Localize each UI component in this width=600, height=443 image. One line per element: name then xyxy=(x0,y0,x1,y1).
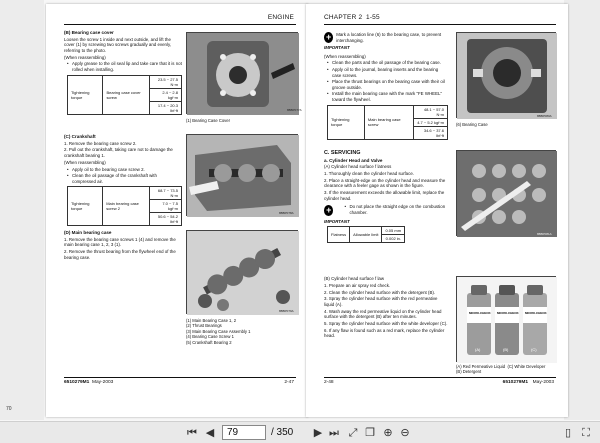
important-text: Mark a location line (6) to the bearing case, to prevent interchanging. xyxy=(336,32,442,43)
fit-page-icon[interactable]: ⤢ xyxy=(348,427,358,439)
table-cell: 48.1 ~ 57.0 N·m xyxy=(413,105,447,118)
photo-main-bearing-case xyxy=(186,230,298,314)
previous-page-icon[interactable]: ◀ xyxy=(205,427,215,439)
can-brand: MICRO-CHECK xyxy=(525,311,547,315)
table-cell: 2.4 ~ 2.8 kgf·m xyxy=(149,88,181,101)
section-title: (B) Bearing case cover xyxy=(64,30,114,35)
footer-code: 6510279M1 xyxy=(502,380,528,385)
torque-table xyxy=(327,105,448,140)
footer-date: May-2003 xyxy=(532,380,554,385)
step: 2. Place a straight-edge on the cylinder head and measure the clearance with a feeler gage as shown in the figure. xyxy=(324,177,446,189)
step: 5. Spray the cylinder head surface with the white developer (C). xyxy=(324,321,448,327)
table-cell: Bearing case cover screw xyxy=(103,75,149,114)
table-cell: Tightening torque xyxy=(328,105,365,139)
list-item: • Apply oil to the journal, bearing inserts and the bearing case screws. xyxy=(327,67,448,78)
first-page-icon[interactable]: ⏮ xyxy=(187,427,197,439)
step: 3. If the measurement exceeds the allowable limit, replace the cylinder head. xyxy=(324,190,445,201)
torque-table xyxy=(67,75,182,115)
page-header: ENGINE xyxy=(267,14,294,21)
table-cell: 17.4 ~ 20.3 lbf·ft xyxy=(149,101,181,114)
next-page-icon[interactable]: ▶ xyxy=(313,427,323,439)
can-label: (C) xyxy=(531,347,537,352)
step: 3. Spray the cylinder head surface with the red permeative liquid (A). xyxy=(324,296,438,307)
subsection-title: (B) Cylinder head surface f law xyxy=(324,276,385,281)
footer-rule xyxy=(64,377,296,378)
single-page-icon[interactable]: ▯ xyxy=(564,427,572,439)
important-note xyxy=(324,32,448,43)
zoom-in-icon[interactable]: ⊕ xyxy=(383,427,393,439)
table-cell: 0.002 in. xyxy=(382,235,405,243)
table-cell: 34.6 ~ 37.6 lbf·ft xyxy=(413,126,447,139)
figure-code: 8BBP080A xyxy=(537,114,552,118)
page-number: 2-48 xyxy=(324,380,334,385)
caption-item: (A) Red Permeative Liquid xyxy=(456,364,506,369)
section-main-bearing xyxy=(64,230,182,261)
header-page: 1-55 xyxy=(366,14,380,21)
page-right xyxy=(306,4,568,417)
figure-caption: (1) Bearing Case Cover xyxy=(186,118,230,123)
last-page-icon[interactable]: ⏭ xyxy=(329,427,339,439)
section-title: (D) Main bearing case xyxy=(64,230,112,235)
can-label: (B) xyxy=(503,347,509,352)
important-plus-icon: + xyxy=(324,205,333,216)
photo-bearing-case-cover xyxy=(186,32,302,114)
caption-item: (4) Bearing Case Screw 1 xyxy=(186,334,234,340)
can-brand: MICRO-CHECK xyxy=(497,311,519,315)
reassembly-label: (When reassembling) xyxy=(64,54,106,60)
table-cell: Tightening torque xyxy=(68,187,103,226)
viewer-margin-right xyxy=(564,0,600,420)
fullscreen-icon[interactable]: ⛶ xyxy=(582,427,590,439)
header-rule xyxy=(64,24,296,25)
table-cell: Main bearing case screw xyxy=(364,105,413,139)
list-item: • Clean the parts and the oil passage of the bearing case. xyxy=(327,60,448,66)
table-cell: 4.7 ~ 5.2 kgf·m xyxy=(413,118,447,126)
reassembly-label: (When reassembling) xyxy=(324,53,366,59)
list-item: • Install the main bearing case with the mark "FE WHEEL" toward the flywheel. xyxy=(327,91,448,102)
zoom-out-icon[interactable]: ⊖ xyxy=(400,427,410,439)
step: 1. Remove the bearing case screw 2. xyxy=(64,140,137,146)
step: 1. Prepare an air spray red check. xyxy=(324,282,391,288)
footer-rule xyxy=(324,377,556,378)
caption-item: (1) Main Bearing Case 1, 2 xyxy=(186,318,237,323)
section-crankshaft xyxy=(64,134,182,230)
table-cell: 0.05 mm xyxy=(382,227,405,235)
figure-caption-list xyxy=(186,318,250,345)
list-item: • Apply grease to the oil seal lip and take care that it is not rolled when installing. xyxy=(67,61,182,72)
spray-cans-illustration xyxy=(457,277,557,363)
cylinder-head-illustration xyxy=(457,151,557,237)
flatness-table xyxy=(327,226,405,243)
viewer-margin-left xyxy=(0,0,44,420)
reassembly-label: (When reassembling) xyxy=(64,159,106,165)
footer-code: 6510279M1 xyxy=(64,380,90,385)
can-label: (A) xyxy=(475,347,481,352)
viewer-toolbar xyxy=(0,421,600,443)
torque-table xyxy=(67,186,182,226)
bearing-case-illustration xyxy=(457,33,557,119)
photo-crankshaft xyxy=(186,134,298,216)
section-surface-flaw xyxy=(324,276,448,340)
list-item: • Place the thrust bearings on the bearing case with their oil groove outside. xyxy=(327,79,448,90)
corner-page-number: 70 xyxy=(6,406,12,412)
table-cell: 23.5 ~ 27.5 N·m xyxy=(149,75,181,88)
subsection-title: (A) Cylinder head surface f latness xyxy=(324,164,392,170)
photo-spray-cans xyxy=(456,276,556,362)
important-label: IMPORTANT xyxy=(324,45,350,50)
page-number: 2-47 xyxy=(284,380,294,385)
important-note xyxy=(324,204,448,216)
footer-date: May-2003 xyxy=(92,380,114,385)
section-heading: C. SERVICING xyxy=(324,150,361,156)
step: 2. Pull out the crankshaft, taking care not to damage the crankshaft bearing 1. xyxy=(64,147,173,158)
table-cell: 68.7 ~ 73.5 N·m xyxy=(150,187,182,200)
important-plus-icon: + xyxy=(325,32,332,42)
caption-item: (5) Crankshaft Bearing 2 xyxy=(186,339,232,345)
important-label: IMPORTANT xyxy=(324,218,350,224)
list-item: • Clean the oil passage of the crankshaft with compressed air. xyxy=(67,173,182,184)
step: 6. If any flaw is found such as a red mark, replace the cylinder head. xyxy=(324,327,445,339)
table-cell: Flatness xyxy=(328,227,350,243)
table-cell: 50.6 ~ 54.2 lbf·ft xyxy=(150,213,182,226)
chapter-header: CHAPTER 2 xyxy=(324,14,363,21)
section-bearing-cover xyxy=(64,30,182,119)
caption-item: (B) Detergent xyxy=(456,369,482,375)
bearing-parts-illustration xyxy=(187,231,299,315)
figure-caption-list xyxy=(456,364,566,375)
page-left xyxy=(46,4,308,417)
step: 1. Thoroughly clean the cylinder head surface. xyxy=(324,170,414,176)
caption-item: (3) Main Bearing Case Assembly 1 xyxy=(186,328,251,334)
important-text: • Do not place the straight edge on the combustion chamber. xyxy=(344,204,448,215)
subsection-heading: a. Cylinder Head and Valve xyxy=(324,157,383,163)
photo-cylinder-head xyxy=(456,150,556,236)
table-cell: Main bearing case screw 2 xyxy=(103,187,150,226)
paragraph: Loosen the screw 1 inside and next outside, and lift the cover (1) by screwing two screws gradually and evenly, referring to the photo. xyxy=(64,36,172,53)
figure-code: 8BBP079A xyxy=(279,309,294,313)
section-bearing-reassembly xyxy=(324,30,448,144)
page-number-input[interactable]: 79 xyxy=(222,425,266,440)
copy-icon[interactable]: ❐ xyxy=(365,427,375,439)
crankshaft-illustration xyxy=(187,135,299,217)
page-total: / 350 xyxy=(271,427,294,438)
engine-cover-illustration xyxy=(187,33,302,115)
figure-code: 8BBP077A xyxy=(287,108,302,112)
figure-code: 8BBP078A xyxy=(279,211,294,215)
table-cell: Allowable limit xyxy=(350,227,382,243)
photo-bearing-case xyxy=(456,32,556,118)
list-item: • Apply oil to the bearing case screw 2. xyxy=(67,167,182,173)
caption-item: (C) White Developer xyxy=(507,364,546,369)
step: 2. Remove the thrust bearing from the flywheel end of the bearing case. xyxy=(64,248,176,260)
header-rule xyxy=(324,24,556,25)
table-cell: Tightening torque xyxy=(68,75,103,114)
section-servicing xyxy=(324,150,448,247)
can-brand: MICRO-CHECK xyxy=(469,311,491,315)
section-title: (C) Crankshaft xyxy=(64,134,96,139)
figure-code: 8BBP081A xyxy=(537,232,552,236)
step: 1. Remove the bearing case screws 1 (4) and remove the main bearing case 1, 2, 3 (1). xyxy=(64,236,176,248)
table-cell: 7.0 ~ 7.5 kgf·m xyxy=(150,200,182,213)
figure-caption: (6) Bearing Case xyxy=(456,122,488,127)
step: 4. Wash away the red permeative liquid on the cylinder head surface with the detergent (B) after ten minutes. xyxy=(324,308,442,320)
step: 2. Clean the cylinder head surface with the detergent (B). xyxy=(324,289,436,295)
caption-item: (2) Thrust Bearings xyxy=(186,323,222,329)
